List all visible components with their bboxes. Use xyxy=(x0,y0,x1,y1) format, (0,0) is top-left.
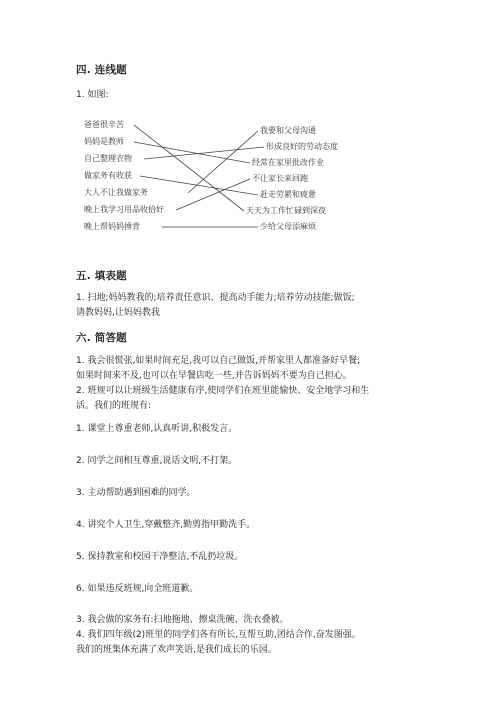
answer-2-line: 活。我们的班规有: xyxy=(76,401,152,411)
match-line xyxy=(188,131,258,193)
section-5-title: 五. 填表题 xyxy=(76,270,127,282)
left-item: 晚上帮妈妈捶背 xyxy=(84,222,140,231)
left-item: 自己整理衣物 xyxy=(84,154,132,163)
answer-3: 3. 我会做的家务有:扫地拖地、擦桌洗碗、洗衣叠被。 xyxy=(76,615,289,625)
left-item: 爸爸很辛苦 xyxy=(84,120,124,129)
section-4-title: 四. 连线题 xyxy=(76,64,127,76)
matching-diagram xyxy=(76,118,376,238)
class-rule: 2. 同学之间相互尊重,说话文明,不打架。 xyxy=(76,456,238,466)
class-rule: 3. 主动帮助遇到困难的同学。 xyxy=(76,488,196,498)
answer-4-line: 4. 我们四年级(2)班里的同学们各有所长,互帮互助,团结合作,奋发图强。 xyxy=(76,630,361,640)
class-rule: 4. 讲究个人卫生,穿戴整齐,勤剪指甲勤洗手。 xyxy=(76,520,256,530)
answer-1-line: 1. 我会很慌张,如果时间充足,我可以自己做饭,并帮家里人都准备好早餐; xyxy=(76,356,361,366)
left-item: 妈妈是教师 xyxy=(84,137,124,146)
right-item: 不让家长来回跑 xyxy=(252,174,308,183)
match-line xyxy=(134,125,244,211)
left-item: 大人不让我做家务 xyxy=(84,188,148,197)
answer-2-line: 2. 班规可以让班级生活健康有序,使同学们在班里能愉快、安全地学习和生 xyxy=(76,386,370,396)
right-item: 赶走劳累和疲惫 xyxy=(260,190,316,199)
class-rule: 5. 保持教室和校园干净整洁,不乱扔垃圾。 xyxy=(76,552,244,562)
answer-1-line: 如果时间来不及,也可以在早餐店吃一些,并告诉妈妈不要为自己担心。 xyxy=(76,371,352,381)
match-line xyxy=(134,142,250,163)
class-rule: 1. 课堂上尊重老师,认真听讲,积极发言。 xyxy=(76,424,238,434)
answer-4-line: 我们的班集体充满了欢声笑语,是我们成长的乐园。 xyxy=(76,645,277,655)
section-6-title: 六. 简答题 xyxy=(76,332,127,344)
match-line xyxy=(144,147,264,159)
right-item: 天天为工作忙碌到深夜 xyxy=(246,206,326,215)
right-item: 我要和父母沟通 xyxy=(260,126,316,135)
section-5-line: 1. 扫地;妈妈教我的;培养责任意识、提高动手能力;培养劳动技能;做饭; xyxy=(76,293,355,303)
right-item: 少给父母添麻烦 xyxy=(260,222,316,231)
section-5-line: 请教妈妈,让妈妈教我 xyxy=(76,308,160,318)
question-1-label: 1. 如图: xyxy=(76,90,109,100)
match-line xyxy=(140,176,258,195)
left-item: 晚上我学习用品收拾好 xyxy=(84,205,164,214)
left-item: 做家务有收获 xyxy=(84,171,132,180)
right-item: 形成良好的劳动态度 xyxy=(266,142,338,151)
right-item: 经常在家里批改作业 xyxy=(252,158,324,167)
class-rule: 6. 如果违反班规,向全班道歉。 xyxy=(76,584,199,594)
